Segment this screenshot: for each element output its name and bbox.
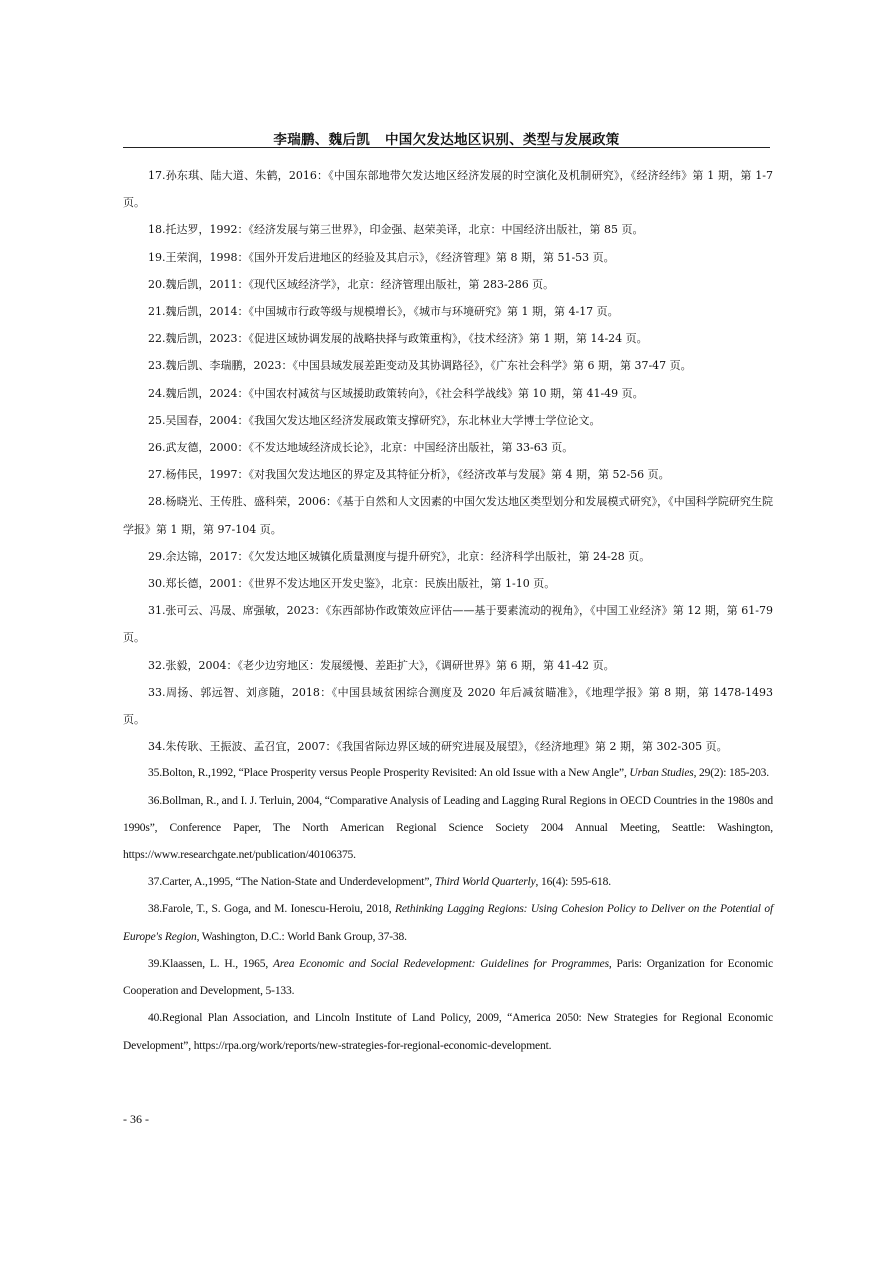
reference-text: 36.Bollman, R., and I. J. Terluin, 2004, “Comparative Analysis of Leading and Lagging Rural Regions in OECD Countries in the 1980s and 1990s”, Conference Paper, The North American Regional Science Society 2004 Annual Meeting, Seattle: Washington, https://www.researchgate.net/publication/40106375. (123, 794, 773, 862)
reference-text: 35.Bolton, R.,1992, “Place Prosperity versus People Prosperity Revisited: An old Issue with a New Angle”, (148, 767, 630, 780)
running-header (123, 128, 770, 148)
reference-text: 22.魏后凯，2023：《促进区域协调发展的战略抉择与政策重构》，《技术经济》第 1 期，第 14-24 页。 (148, 332, 648, 346)
reference-text: 40.Regional Plan Association, and Lincoln Institute of Land Policy, 2009, “America 2050: New Strategies for Regional Economic Development”, https://rpa.org/work/reports/new-strategies-for-regional-economic-development. (123, 1012, 773, 1052)
reference-item (123, 652, 773, 679)
reference-item (123, 271, 773, 298)
reference-item (123, 244, 773, 271)
reference-text: , 29(2): 185-203. (693, 767, 769, 780)
reference-text: 28.杨晓光、王传胜、盛科荣，2006：《基于自然和人文因素的中国欠发达地区类型划分和发展模式研究》，《中国科学院研究生院学报》第 1 期，第 97-104 页。 (123, 495, 773, 536)
reference-text: 34.朱传耿、王振波、孟召宜，2007：《我国省际边界区域的研究进展及展望》，《经济地理》第 2 期，第 302-305 页。 (148, 740, 728, 754)
reference-text: , Paris: Organization for Economic Cooperation and Development, 5-133. (123, 957, 774, 998)
reference-text: 19.王荣润，1998：《国外开发后进地区的经验及其启示》，《经济管理》第 8 期，第 51-53 页。 (148, 250, 615, 264)
reference-item (123, 869, 773, 896)
reference-item (123, 352, 773, 379)
reference-text: 30.郑长德，2001：《世界不发达地区开发史鉴》，北京：民族出版社，第 1-10 页。 (148, 577, 556, 591)
reference-text: , 16(4): 595-618. (535, 876, 611, 889)
reference-item (123, 488, 773, 542)
page-number: - 36 - (123, 1112, 149, 1126)
reference-item (123, 162, 773, 216)
reference-text: 29.余达锦，2017：《欠发达地区城镇化质量测度与提升研究》，北京：经济科学出版社，第 24-28 页。 (148, 549, 651, 563)
reference-text: 27.杨伟民，1997：《对我国欠发达地区的界定及其特征分析》，《经济改革与发展》第 4 期，第 52-56 页。 (148, 468, 670, 482)
reference-item (123, 325, 773, 352)
reference-italic-title: Urban Studies (629, 767, 694, 780)
reference-text: 24.魏后凯，2024：《中国农村减贫与区域援助政策转向》，《社会科学战线》第 10 期，第 41-49 页。 (148, 386, 644, 400)
reference-item (123, 216, 773, 243)
reference-item (123, 597, 773, 651)
reference-item (123, 380, 773, 407)
reference-italic-title: Rethinking Lagging Regions: Using Cohesion Policy to Deliver on the Potential of Europe's Region (123, 903, 773, 943)
reference-italic-title: Third World Quarterly (434, 876, 536, 889)
header-authors: 李瑞鹏、魏后凯 (273, 132, 370, 148)
reference-text: , Washington, D.C.: World Bank Group, 37-38. (196, 930, 407, 943)
reference-text: 31.张可云、冯晟、席强敏，2023：《东西部协作政策效应评估——基于要素流动的视角》，《中国工业经济》第 12 期，第 61-79 页。 (123, 604, 773, 645)
reference-item (123, 461, 773, 488)
reference-item (123, 896, 773, 950)
header-rule (123, 147, 770, 148)
reference-text: 21.魏后凯，2014：《中国城市行政等级与规模增长》，《城市与环境研究》第 1 期，第 4-17 页。 (148, 305, 619, 319)
reference-item (123, 951, 773, 1005)
reference-item (123, 760, 773, 787)
reference-text: 20.魏后凯，2011：《现代区域经济学》，北京：经济管理出版社，第 283-286 页。 (148, 277, 555, 291)
reference-item (123, 543, 773, 570)
reference-item (123, 788, 773, 870)
reference-item (123, 1005, 773, 1059)
reference-text: 17.孙东琪、陆大道、朱鹤，2016：《中国东部地带欠发达地区经济发展的时空演化及机制研究》，《经济经纬》第 1 期，第 1-7 页。 (123, 169, 773, 210)
reference-text: 18.托达罗，1992：《经济发展与第三世界》，印金强、赵荣美译，北京：中国经济出版社，第 85 页。 (148, 223, 644, 237)
reference-text: 37.Carter, A.,1995, “The Nation-State and Underdevelopment”, (148, 876, 435, 889)
reference-text: 23.魏后凯、李瑞鹏，2023：《中国县域发展差距变动及其协调路径》，《广东社会科学》第 6 期，第 37-47 页。 (148, 359, 692, 373)
reference-item (123, 679, 773, 733)
reference-item (123, 407, 773, 434)
reference-text: 33.周扬、郭远智、刘彦随，2018：《中国县域贫困综合测度及 2020 年后减贫瞄准》，《地理学报》第 8 期，第 1478-1493 页。 (123, 685, 773, 727)
reference-text: 38.Farole, T., S. Goga, and M. Ionescu-Heroiu, 2018, (148, 903, 395, 916)
reference-text: 26.武友德，2000：《不发达地域经济成长论》，北京：中国经济出版社，第 33-63 页。 (148, 441, 574, 455)
reference-item (123, 733, 773, 760)
reference-text: 25.吴国春，2004：《我国欠发达地区经济发展政策支撑研究》，东北林业大学博士学位论文。 (148, 413, 601, 427)
reference-text: 32.张毅，2004：《老少边穷地区：发展缓慢、差距扩大》，《调研世界》第 6 期，第 41-42 页。 (148, 658, 615, 672)
reference-item (123, 298, 773, 325)
reference-list (123, 162, 773, 1060)
reference-item (123, 570, 773, 597)
header-title: 中国欠发达地区识别、类型与发展政策 (385, 132, 620, 148)
reference-italic-title: Area Economic and Social Redevelopment: Guidelines for Programmes (272, 957, 609, 970)
reference-item (123, 434, 773, 461)
reference-text: 39.Klaassen, L. H., 1965, (148, 957, 273, 970)
